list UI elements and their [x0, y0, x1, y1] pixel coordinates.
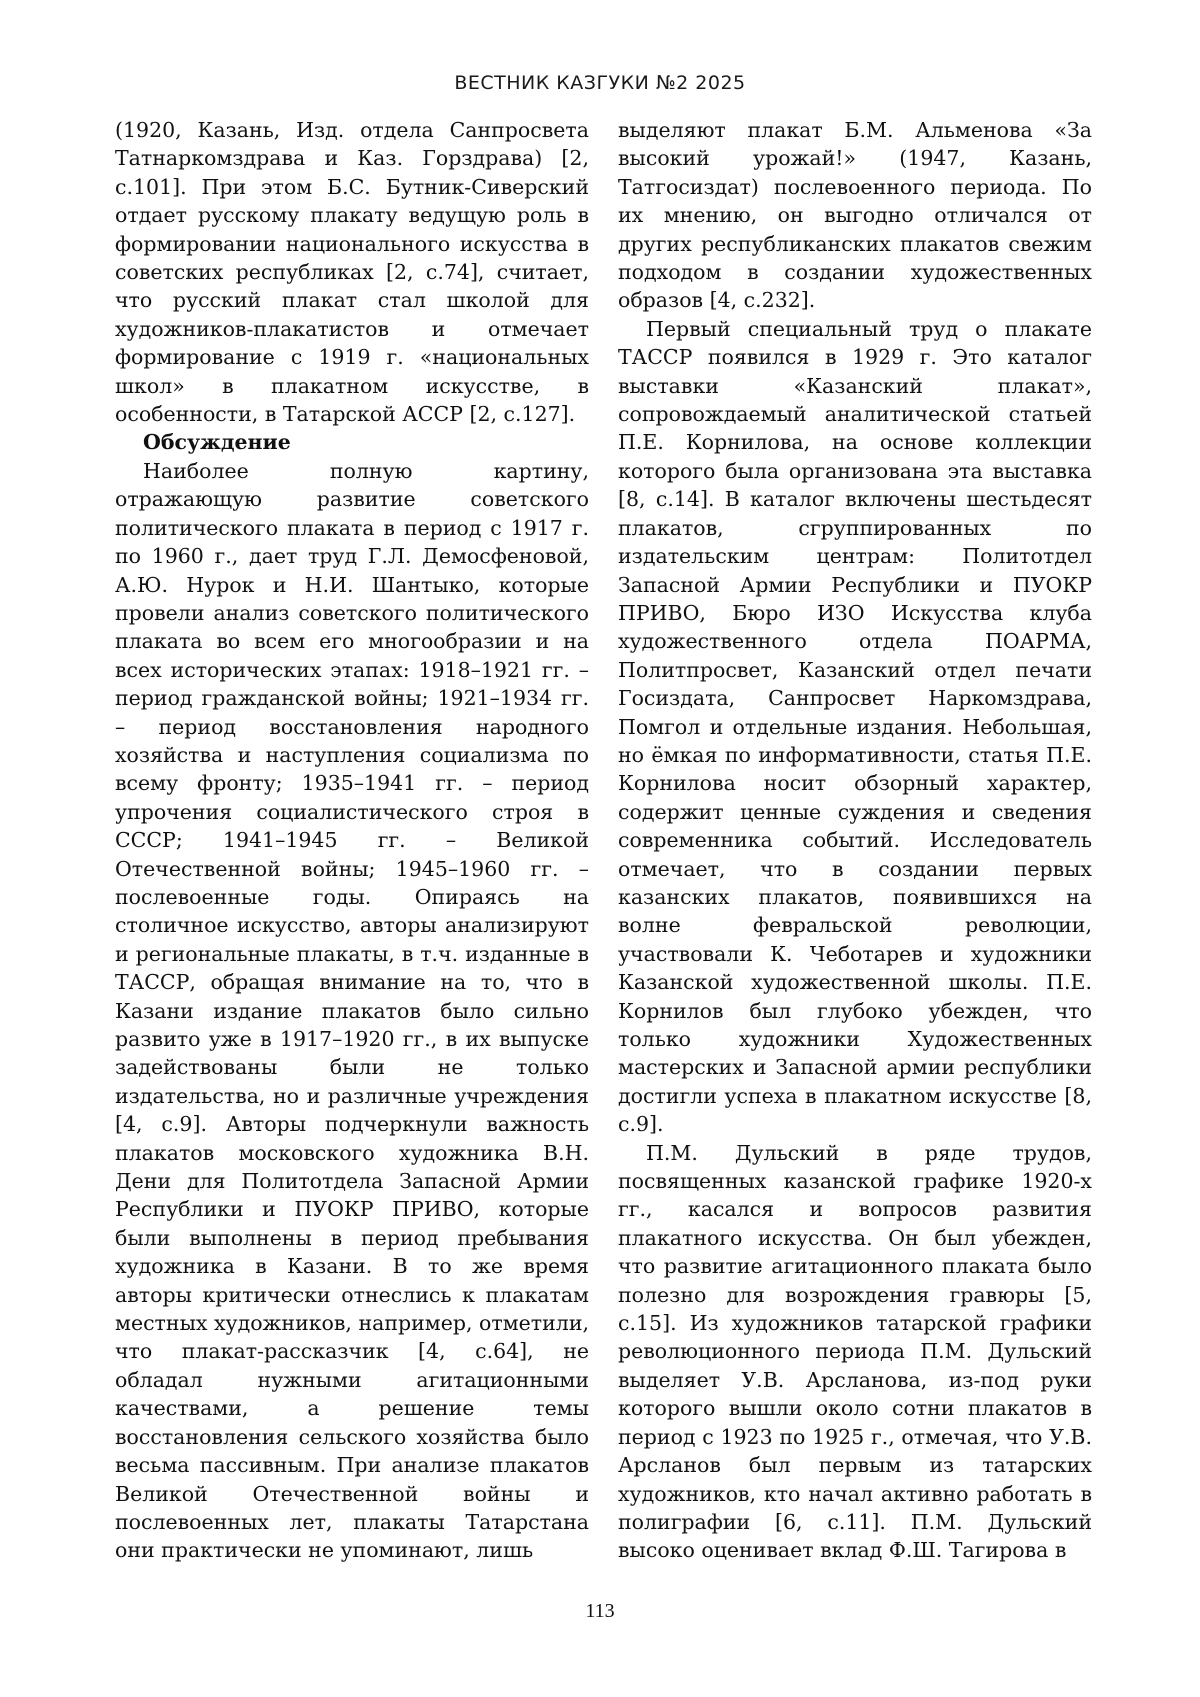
paragraph: (1920, Казань, Изд. отдела Санпросвета Татнаркомздрава и Каз. Горздрава) [2, с.101]. При этом Б.С. Бутник-Сиверский отдает русскому плакату ведущую роль в формировании национального искусства в советских республиках [2, с.74], считает, что русский плакат стал школой для художников-плакатистов и отмечает формирование с 1919 г. «национальных школ» в плакатном искусстве, в особенности, в Татарской АССР [2, с.127]. [115, 118, 589, 427]
paragraph: Первый специальный труд о плакате ТАССР появился в 1929 г. Это каталог выставки «Казанский плакат», сопровождаемый аналитической статьей П.Е. Корнилова, на основе коллекции которого была организована эта выставка [8, с.14]. В каталог включены шестьдесят плакатов, сгруппированных по издательским центрам: Политотдел Запасной Армии Республики и ПУОКР ПРИВО, Бюро ИЗО Искусства клуба художественного отдела ПОАРМА, Политпросвет, Казанский отдел печати Госиздата, Санпросвет Наркомздрава, Помгол и отдельные издания. Небольшая, но ёмкая по информативности, статья П.Е. Корнилова носит обзорный характер, содержит ценные суждения и сведения современника событий. Исследователь отмечает, что в создании первых казанских плакатов, появившихся на волне февральской революции, участвовали К. Чеботарев и художники Казанской художественной школы. П.Е. Корнилов был глубоко убежден, что только художники Художественных мастерских и Запасной армии республики достигли успеха в плакатном искусстве [8, с.9]. [618, 316, 1092, 1137]
right-column [618, 116, 1092, 1565]
paragraph: Наиболее полную картину, отражающую развитие советского политического плаката в период с 1917 г. по 1960 г., дает труд Г.Л. Демосфеновой, А.Ю. Нурок и Н.И. Шантыко, которые провели анализ советского политического плаката во всем его многообразии и на всех исторических этапах: 1918–1921 гг. – период гражданской войны; 1921–1934 гг. – период восстановления народного хозяйства и наступления социализма по всему фронту; 1935–1941 гг. – период упрочения социалистического строя в СССР; 1941–1945 гг. – Великой Отечественной войны; 1945–1960 гг. – послевоенные годы. Опираясь на столичное искусство, авторы анализируют и региональные плакаты, в т.ч. изданные в ТАССР, обращая внимание на то, что в Казани издание плакатов было сильно развито уже в 1917–1920 гг., в их выпуске задействованы были не только издательства, но и различные учреждения [4, с.9]. Авторы подчеркнули важность плакатов московского художника В.Н. Дени для Политотдела Запасной Армии Республики и ПУОКР ПРИВО, которые были выполнены в период пребывания художника в Казани. В то же время авторы критически отнеслись к плакатам местных художников, например, отметили, что плакат-рассказчик [4, с.64], не обладал нужными агитационными качествами, а решение темы восстановления сельского хозяйства было весьма пассивным. При анализе плакатов Великой Отечественной войны и послевоенных лет, плакаты Татарстана они практически не упоминают, лишь [115, 458, 589, 1563]
running-header: ВЕСТНИК КАЗГУКИ №2 2025 [454, 72, 746, 94]
page-number: 113 [585, 1600, 615, 1622]
section-heading: Обсуждение [143, 430, 291, 455]
left-column [115, 116, 589, 1565]
paragraph: выделяют плакат Б.М. Альменова «За высокий урожай!» (1947, Казань, Татгосиздат) послевоенного периода. По их мнению, он выгодно отличался от других республиканских плакатов свежим подходом в создании художественных образов [4, с.232]. [618, 118, 1092, 313]
paragraph: П.М. Дульский в ряде трудов, посвященных казанской графике 1920-х гг., касался и вопросов развития плакатного искусства. Он был убежден, что развитие агитационного плаката было полезно для возрождения гравюры [5, с.15]. Из художников татарской графики революционного периода П.М. Дульский выделяет У.В. Арсланова, из-под руки которого вышли около сотни плакатов в период с 1923 по 1925 г., отмечая, что У.В. Арсланов был первым из татарских художников, кто начал активно работать в полиграфии [6, с.11]. П.М. Дульский высоко оценивает вклад Ф.Ш. Тагирова в [618, 1140, 1092, 1563]
